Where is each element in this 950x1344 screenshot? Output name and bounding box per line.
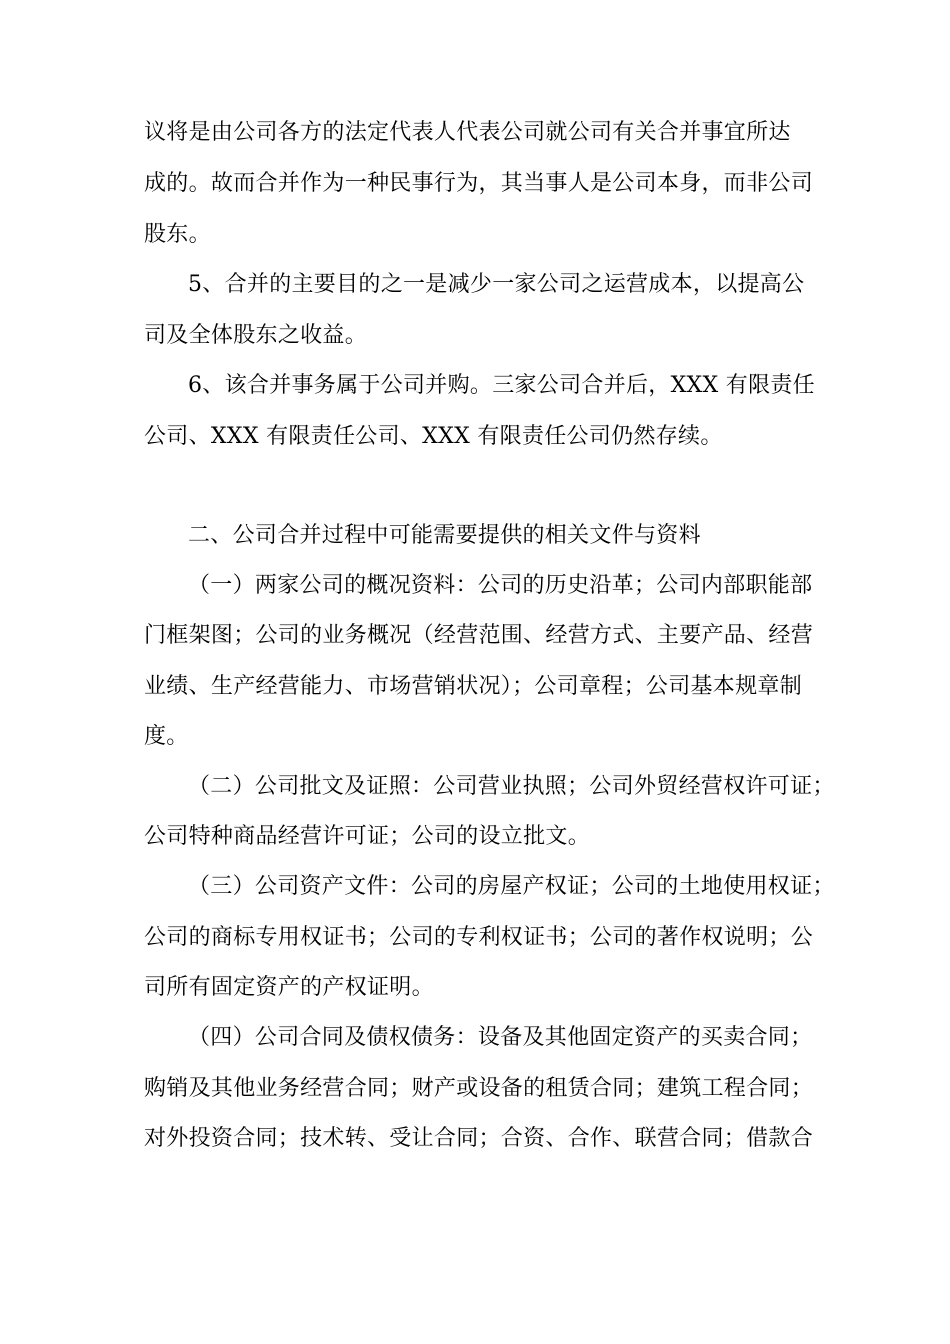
text-line: 司所有固定资产的产权证明。 — [144, 975, 434, 1000]
text-line: 公司的商标专用权证书；公司的专利权证书；公司的著作权说明；公 — [144, 925, 814, 950]
item-4-line: （四）公司合同及债权债务：设备及其他固定资产的买卖合同； — [188, 1025, 813, 1050]
section-heading: 二、公司合并过程中可能需要提供的相关文件与资料 — [188, 523, 701, 548]
text-line: 购销及其他业务经营合同；财产或设备的租赁合同；建筑工程合同； — [144, 1076, 814, 1101]
item-3-line: （三）公司资产文件：公司的房屋产权证；公司的土地使用权证； — [188, 874, 835, 899]
paragraph-6-line: 6、该合并事务属于公司并购。三家公司合并后，XXX 有限责任 — [188, 373, 815, 398]
text-line: 度。 — [144, 724, 189, 749]
text-line: 议将是由公司各方的法定代表人代表公司就公司有关合并事宜所达 — [144, 120, 791, 145]
text-line: 业绩、生产经营能力、市场营销状况）；公司章程；公司基本规章制 — [144, 674, 803, 699]
text-line: 公司、XXX 有限责任公司、XXX 有限责任公司仍然存续。 — [144, 424, 723, 449]
text-line: 成的。故而合并作为一种民事行为，其当事人是公司本身，而非公司 — [144, 171, 814, 196]
paragraph-5-line: 5、合并的主要目的之一是减少一家公司之运营成本，以提高公 — [188, 272, 805, 297]
text-line: 司及全体股东之收益。 — [144, 323, 368, 348]
text-line: 对外投资合同；技术转、受让合同；合资、合作、联营合同；借款合 — [144, 1126, 814, 1151]
text-line: 门框架图；公司的业务概况（经营范围、经营方式、主要产品、经营 — [144, 623, 814, 648]
item-1-line: （一）两家公司的概况资料：公司的历史沿革；公司内部职能部 — [188, 573, 813, 598]
item-2-line: （二）公司批文及证照：公司营业执照；公司外贸经营权许可证； — [188, 774, 835, 799]
text-line: 公司特种商品经营许可证；公司的设立批文。 — [144, 824, 591, 849]
text-line: 股东。 — [144, 222, 211, 247]
